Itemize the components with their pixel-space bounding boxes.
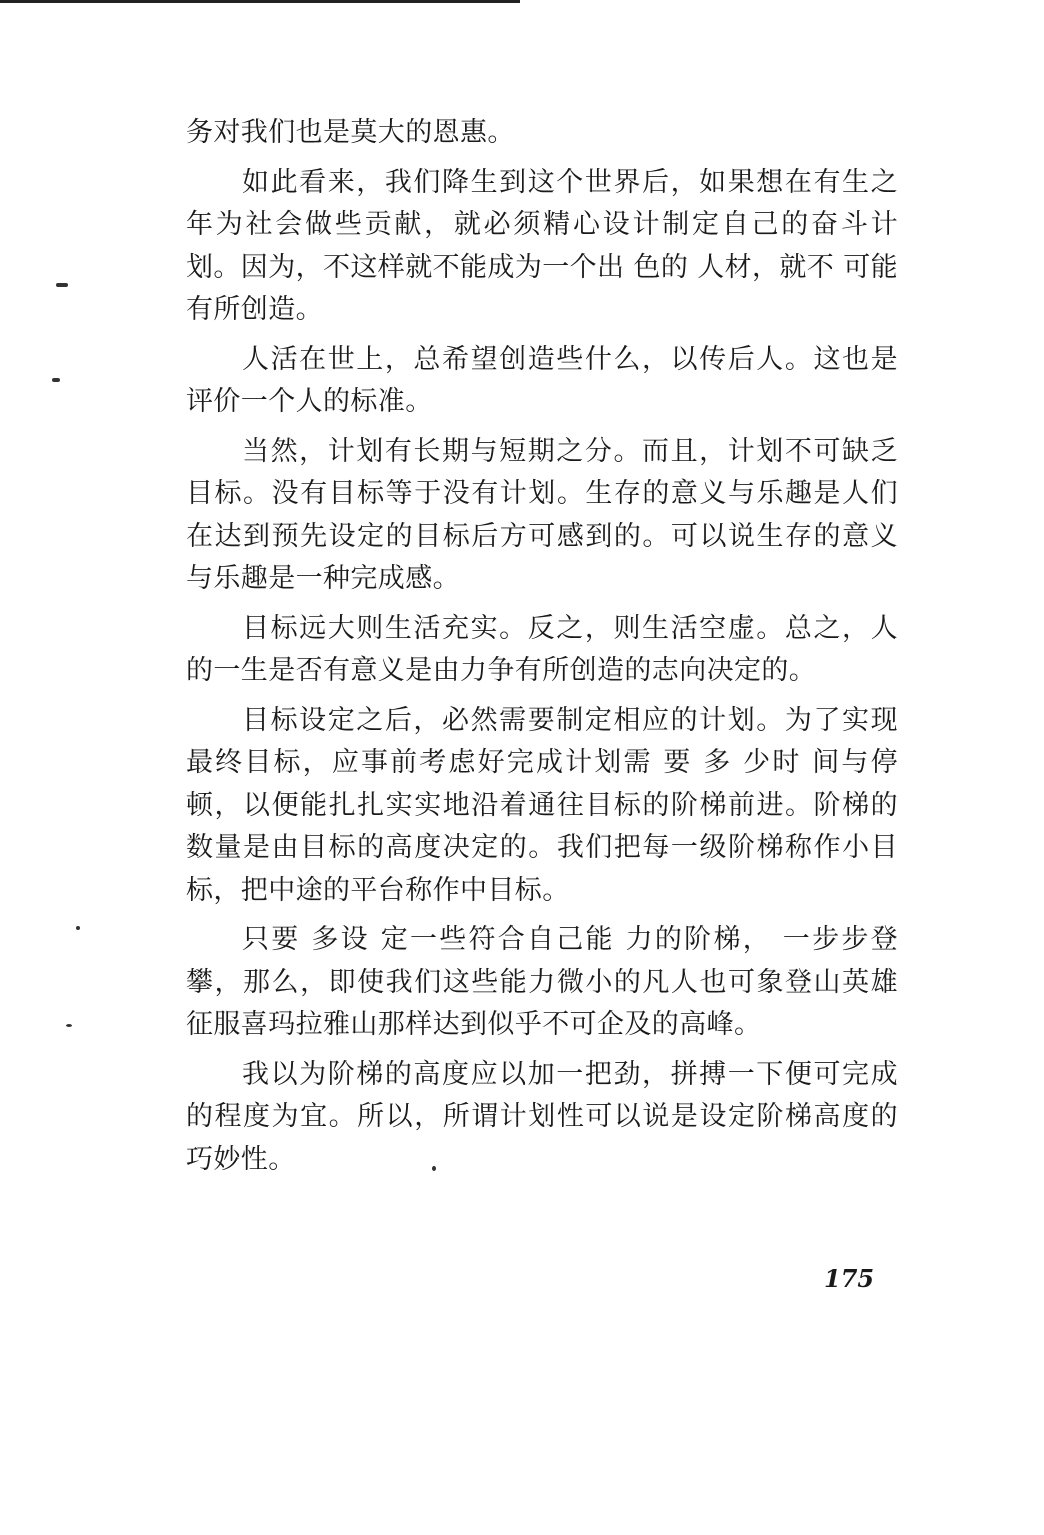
top-edge-rule [0,0,520,3]
paragraph-8: 我以为阶梯的高度应以加一把劲，拼搏一下便可完成的程度为宜。所以，所谓计划性可以说是设定阶梯高度的巧妙性。 [186,1058,898,1175]
page-number: 175 [824,1264,875,1293]
scan-speck [76,926,80,930]
scan-speck [52,378,60,382]
paragraph-3: 人活在世上，总希望创造些什么，以传后人。这也是评价一个人的标准。 [186,343,898,417]
paragraph-7: 只要 多设 定一些符合自己能 力的阶梯， 一步步登攀，那么，即使我们这些能力微小的凡人也可象登山英雄征服喜玛拉雅山那样达到似乎不可企及的高峰。 [186,924,898,1040]
scan-speck [66,1024,72,1027]
paragraph-4: 当然，计划有长期与短期之分。而且，计划不可缺乏目标。没有目标等于没有计划。生存的意义与乐趣是人们在达到预先设定的目标后方可感到的。可以说生存的意义与乐趣是一种完成感。 [186,435,898,594]
scan-speck [432,1166,436,1171]
paragraph-5: 目标远大则生活充实。反之，则生活空虚。总之，人的一生是否有意义是由力争有所创造的志向决定的。 [186,612,898,686]
body-text [186,112,898,1188]
scan-speck [56,283,68,287]
paragraph-6: 目标设定之后，必然需要制定相应的计划。为了实现最终目标，应事前考虑好完成计划需 要 多 少时 间与停顿，以便能扎扎实实地沿着通往目标的阶梯前进。阶梯的数量是由目标的高度决定的。我们把每一级阶梯称作小目标，把中途的平台称作中目标。 [186,704,898,906]
paragraph-1: 务对我们也是莫大的恩惠。 [186,117,515,148]
paragraph-2: 如此看来，我们降生到这个世界后，如果想在有生之年为社会做些贡献，就必须精心设计制定自己的奋斗计划。因为，不这样就不能成为一个出 色的 人材，就不 可能 有所创造。 [186,166,898,325]
